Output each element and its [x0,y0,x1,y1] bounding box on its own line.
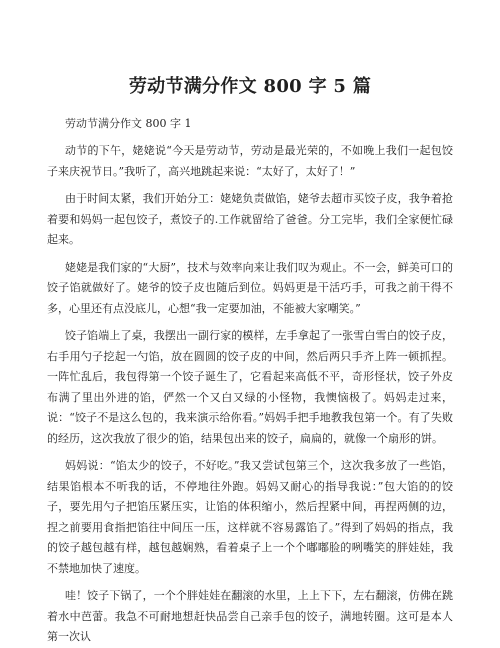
paragraph-3: 姥姥是我们家的“大厨”，技术与效率向来让我们叹为观止。不一会，鲜美可口的饺子馅就做好了。姥爷的饺子皮也随后到位。妈妈更是干活巧手，可我之前干得不多，心里还有点没底儿，心想“我一定要加油，不能被大家嘲笑。” [47,260,453,315]
document-title: 劳动节满分作文 800 字 5 篇 [128,76,372,97]
paragraph-5: 妈妈说：“馅太少的饺子，不好吃。”我又尝试包第三个，这次我多放了一些馅，结果馅根本不听我的话，不停地往外跑。妈妈又耐心的指导我说：”包大馅的的饺子，要先用勺子把馅压紧压实，让馅的体积缩小，然后捏紧中间，再捏两侧的边，捏之前要用食指把馅往中间压一压，这样就不容易露馅了。”得到了妈妈的指点，我的饺子越包越有样，越包越娴熟，看着桌子上一个个嘟嘟脸的咧嘴笑的胖娃娃，我不禁地加快了速度。 [47,459,453,575]
paragraph-4: 饺子馅端上了桌，我摆出一副行家的模样，左手拿起了一张雪白雪白的饺子皮，右手用勺子挖起一勺馅，放在圆圆的饺子皮的中间，然后两只手齐上阵一顿抓捏。一阵忙乱后，我包得第一个饺子诞生了，它看起来高低不平，奇形怪状，饺子外皮布满了里出外进的馅，俨然一个又白又绿的小怪物，我懊恼极了。妈妈走过来，说：“饺子不是这么包的，我来演示给你看。”妈妈手把手地教我包第一个。有了失败的经历，这次我放了很少的馅，结果包出来的饺子，扁扁的，就像一个扇形的饼。 [47,329,453,445]
paragraph-1: 动节的下午，姥姥说“今天是劳动节，劳动是最光荣的，不如晚上我们一起包饺子来庆祝节日。”我听了，高兴地跳起来说：“太好了，太好了！” [47,144,453,178]
paragraph-2: 由于时间太紧，我们开始分工：姥姥负责做馅，姥爷去超市买饺子皮，我争着抢着要和妈妈一起包饺子，煮饺子的.工作就留给了爸爸。分工完毕，我们全家便忙碌起来。 [47,192,453,246]
paragraph-6: 哇！饺子下锅了，一个个胖娃娃在翻滚的水里，上上下下，左右翻滚，仿佛在跳着水中芭蕾。我急不可耐地想赶快品尝自己亲手包的饺子，满地转圈。这可是本人第一次认 [47,589,453,643]
section-heading: 劳动节满分作文 800 字 1 [65,117,192,130]
